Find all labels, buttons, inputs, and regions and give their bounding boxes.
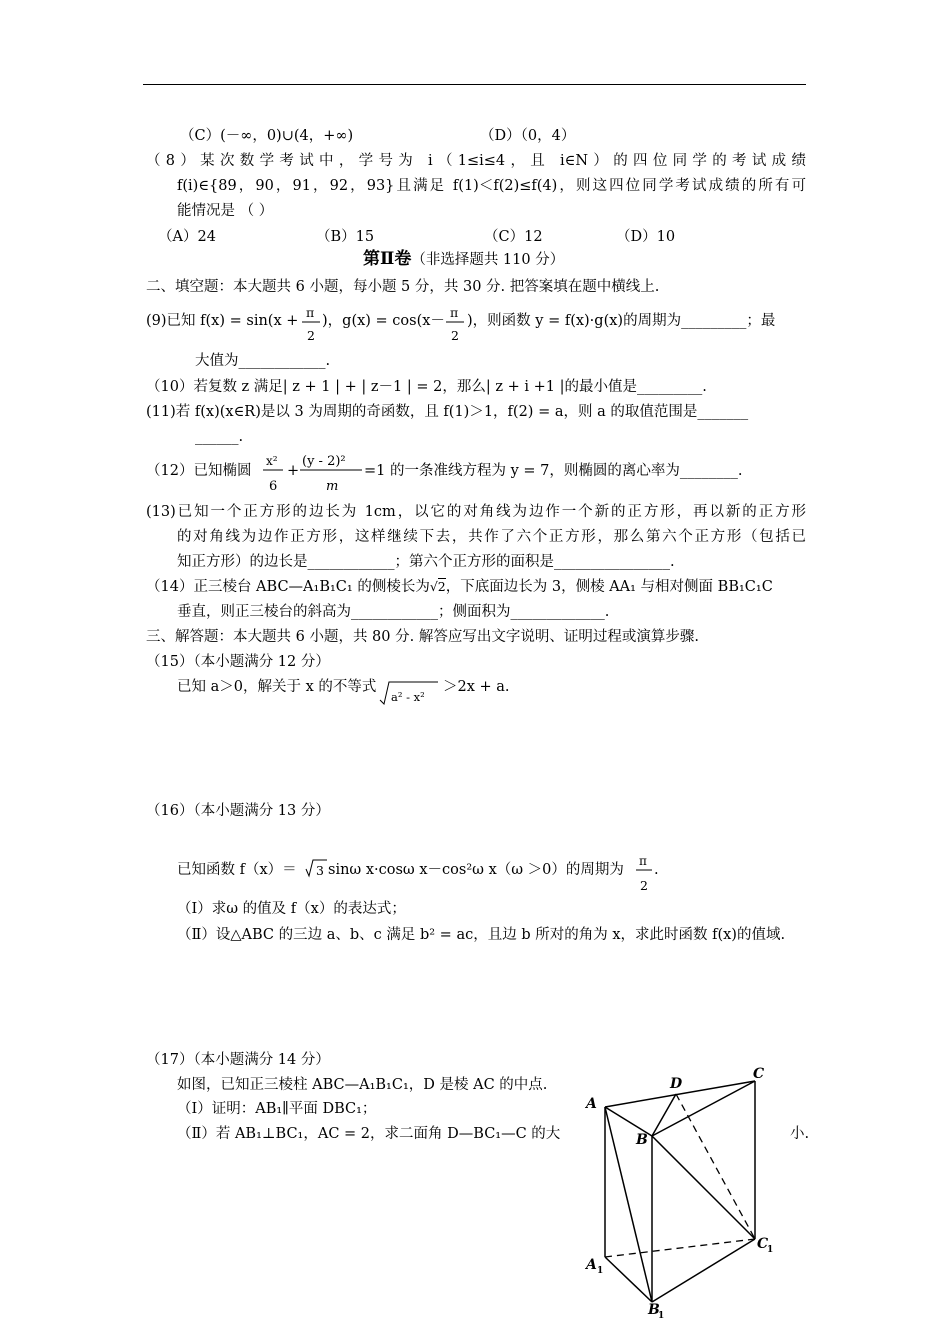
label-D: D <box>670 1076 683 1092</box>
label-B1: B <box>648 1302 660 1318</box>
q15-text-a: 已知 a＞0，解关于 x 的不等式 <box>177 679 377 695</box>
q17-part2: （Ⅱ）若 AB₁⊥BC₁，AC = 2，求二面角 D—BC₁—C 的大 <box>177 1126 561 1142</box>
q13-line1: (13)已知一个正方形的边长为 1cm，以它的对角线为边作一个新的正方形，再以新的正方形 <box>146 504 806 520</box>
q9-frac2-den: 2 <box>451 328 459 343</box>
q17-part2-end: 小. <box>790 1126 810 1142</box>
q16-sqrt-value: 3 <box>316 863 324 878</box>
q17-title: （17）（本小题满分 14 分） <box>146 1052 330 1068</box>
q16-part2: （Ⅱ）设△ABC 的三边 a、b、c 满足 b² = ac，且边 b 所对的角为 x，求此时函数 f(x)的值域. <box>177 927 786 943</box>
q8-option-a: （A）24 <box>158 229 216 245</box>
q16-line1 <box>0 848 950 896</box>
q8-line3: 能情况是 （ ） <box>177 203 274 219</box>
q15-line <box>0 670 950 710</box>
q9-frac1-num: π <box>306 305 315 320</box>
q12-prefix: （12）已知椭圆 <box>146 463 252 479</box>
q12-frac1-den: 6 <box>269 479 278 494</box>
q16-part1: （Ⅰ）求ω 的值及 f（x）的表达式； <box>177 901 406 917</box>
q9-text-a: (9)已知 f(x) = sin(x + <box>146 313 299 329</box>
q13-line3: 知正方形）的边长是____________；第六个正方形的面积是________________. <box>177 554 675 570</box>
q15-title: （15）（本小题满分 12 分） <box>146 654 330 670</box>
q9-frac2-num: π <box>450 305 459 320</box>
q12-frac2-den: m <box>326 479 339 494</box>
part2-heading <box>363 250 564 269</box>
q14-sqrt-sign: √ <box>429 579 438 594</box>
q8-option-b: （B）15 <box>316 229 375 245</box>
edge-DC1-hidden <box>676 1094 755 1239</box>
q14-line1 <box>146 578 773 596</box>
part2-subtitle: （非选择题共 110 分） <box>411 252 565 268</box>
part2-title: 第Ⅱ卷 <box>363 249 412 269</box>
q8-line1: （8）某次数学考试中，学号为 i（1≤i≤4，且 i∈N）的四位同学的考试成绩 <box>146 153 806 169</box>
edge-A1B1 <box>605 1257 652 1302</box>
q9-text-c: )，则函数 y = f(x)·g(x)的周期为_________；最 <box>467 313 776 329</box>
q15-sqrt-content: a² - x² <box>391 690 425 704</box>
q9-line2: 大值为____________. <box>195 353 331 369</box>
q16-text-a: 已知函数 f（x）＝ <box>177 862 297 878</box>
q13-line2: 的对角线为边作正方形，这样继续下去，共作了六个正方形，那么第六个正方形（包括已 <box>177 529 806 545</box>
q17-line1: 如图，已知正三棱柱 ABC—A₁B₁C₁，D 是棱 AC 的中点. <box>177 1077 548 1093</box>
header-rule <box>143 84 806 85</box>
q7-option-d: （D）（0，4） <box>480 128 576 144</box>
q16-text-c: . <box>654 862 659 878</box>
q12-frac2-num: (y - 2)² <box>302 454 346 469</box>
section2-heading: 二、填空题：本大题共 6 小题，每小题 5 分，共 30 分. 把答案填在题中横线上. <box>146 279 660 295</box>
label-C: C <box>753 1066 765 1082</box>
q16-title: （16）（本小题满分 13 分） <box>146 803 330 819</box>
label-A1: A <box>586 1257 597 1273</box>
edge-A1C1-hidden <box>605 1239 755 1257</box>
q16-frac-den: 2 <box>640 878 648 893</box>
q16-frac-num: π <box>639 854 647 868</box>
q14-sqrt-value: 2 <box>437 579 446 594</box>
prism-figure <box>570 1062 790 1322</box>
section3-heading: 三、解答题：本大题共 6 小题，共 80 分. 解答应写出文字说明、证明过程或演算步骤. <box>146 629 699 645</box>
label-C1: C <box>757 1236 769 1252</box>
label-A1-sub: 1 <box>597 1266 604 1276</box>
q10-text: （10）若复数 z 满足| z + 1 | + | z－1 | = 2，那么| z + i +1 |的最小值是_________. <box>146 379 707 395</box>
q12-frac1-num: x² <box>266 454 278 468</box>
q12-line <box>0 448 950 500</box>
q8-option-d: （D）10 <box>616 229 676 245</box>
label-B: B <box>636 1132 648 1148</box>
edge-B1C1 <box>652 1239 755 1302</box>
q11-line2: ______. <box>195 429 244 445</box>
q17-part1: （Ⅰ）证明：AB₁∥平面 DBC₁； <box>177 1101 377 1117</box>
q14-text-a: （14）正三棱台 ABC—A₁B₁C₁ 的侧棱长为 <box>146 579 430 595</box>
q14-line2: 垂直，则正三棱台的斜高为____________；侧面积为_____________. <box>177 604 610 620</box>
q14-text-b: ，下底面边长为 3，侧棱 AA₁ 与相对侧面 BB₁C₁C <box>445 579 773 595</box>
q9-text-b: )，g(x) = cos(x－ <box>322 313 445 329</box>
q11-line1: (11)若 f(x)(x∈R)是以 3 为周期的奇函数，且 f(1)＞1，f(2) = a，则 a 的取值范围是_______ <box>146 404 749 420</box>
q9-frac1-den: 2 <box>307 328 315 343</box>
label-B1-sub: 1 <box>658 1311 665 1321</box>
q12-plus: + <box>287 463 300 479</box>
q15-text-b: ＞2x + a. <box>443 679 510 695</box>
q8-line2: f(i)∈{89，90，91，92，93}且满足 f(1)＜f(2)≤f(4)，则这四位同学考试成绩的所有可 <box>177 178 806 194</box>
q9-line1 <box>0 300 950 350</box>
q8-option-c: （C）12 <box>484 229 543 245</box>
q7-option-c: （C）(－∞，0)∪(4，+∞) <box>180 128 354 144</box>
label-C1-sub: 1 <box>767 1245 774 1255</box>
q16-text-b: sinω x·cosω x－cos²ω x（ω ＞0）的周期为 <box>328 862 624 878</box>
edge-BC1 <box>652 1136 755 1239</box>
label-A: A <box>586 1096 597 1112</box>
q12-suffix: =1 的一条准线方程为 y = 7，则椭圆的离心率为________. <box>364 463 743 479</box>
